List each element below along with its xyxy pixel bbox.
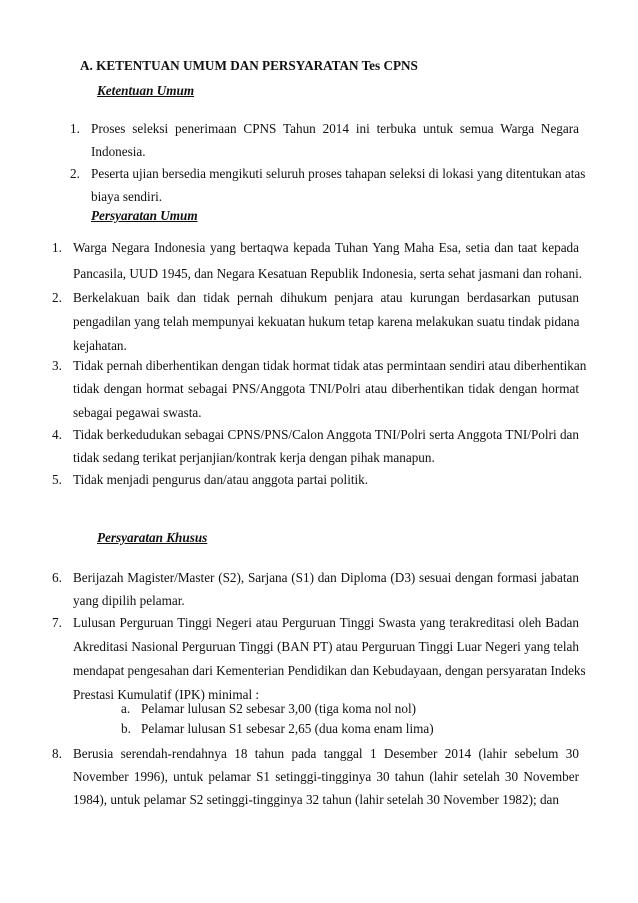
persyaratan-line: Berkelakuan baik dan tidak pernah dihukum penjara atau kurungan berdasarkan putusan	[73, 290, 579, 305]
persyaratan-line: tidak dengan hormat sebagai PNS/Anggota TNI/Polri atau diberhentikan tidak dengan hormat	[73, 381, 579, 396]
persyaratan-number: 3.	[52, 358, 62, 373]
ketentuan-line: biaya sendiri.	[91, 189, 163, 204]
persyaratan-line: yang dipilih pelamar.	[73, 593, 185, 608]
persyaratan-line: Warga Negara Indonesia yang bertaqwa kepada Tuhan Yang Maha Esa, setia dan taat kepada	[73, 240, 579, 255]
persyaratan-line: Tidak berkedudukan sebagai CPNS/PNS/Calon Anggota TNI/Polri serta Anggota TNI/Polri dan	[73, 427, 579, 442]
subheading-ketentuan-umum: Ketentuan Umum	[97, 83, 195, 98]
persyaratan-line: November 1996), untuk pelamar S1 setinggi-tingginya 30 tahun (lahir setelah 30 November	[73, 769, 579, 784]
ipk-letter: a.	[121, 701, 131, 716]
persyaratan-line: Prestasi Kumulatif (IPK) minimal :	[73, 687, 260, 702]
ketentuan-number: 2.	[70, 166, 80, 181]
ketentuan-number: 1.	[70, 121, 80, 136]
persyaratan-number: 6.	[52, 570, 62, 585]
persyaratan-line: Tidak pernah diberhentikan dengan tidak hormat tidak atas permintaan sendiri atau diberhentikan	[73, 358, 587, 373]
ketentuan-line: Proses seleksi penerimaan CPNS Tahun 2014 ini terbuka untuk semua Warga Negara	[91, 121, 579, 136]
persyaratan-number: 8.	[52, 746, 62, 761]
persyaratan-line: mendapat pengesahan dari Kementerian Pendidikan dan Kebudayaan, dengan persyaratan Indeks	[73, 663, 586, 678]
persyaratan-line: Pancasila, UUD 1945, dan Negara Kesatuan Republik Indonesia, serta sehat jasmani dan rohani.	[73, 266, 583, 281]
subheading-persyaratan-khusus: Persyaratan Khusus	[97, 530, 208, 545]
persyaratan-line: Lulusan Perguruan Tinggi Negeri atau Perguruan Tinggi Swasta yang terakreditasi oleh Badan	[73, 615, 579, 630]
subheading-persyaratan-umum: Persyaratan Umum	[91, 208, 198, 223]
ketentuan-line: Indonesia.	[91, 144, 146, 159]
persyaratan-number: 5.	[52, 472, 62, 487]
section-title: A. KETENTUAN UMUM DAN PERSYARATAN Tes CPNS	[80, 58, 418, 73]
persyaratan-line: Berijazah Magister/Master (S2), Sarjana (S1) dan Diploma (D3) sesuai dengan formasi jabatan	[73, 570, 579, 585]
ipk-letter: b.	[121, 721, 131, 736]
persyaratan-line: tidak sedang terikat perjanjian/kontrak kerja dengan pihak manapun.	[73, 450, 435, 465]
persyaratan-number: 1.	[52, 240, 62, 255]
ipk-item: Pelamar lulusan S2 sebesar 3,00 (tiga koma nol nol)	[141, 701, 417, 716]
persyaratan-line: Akreditasi Nasional Perguruan Tinggi (BAN PT) atau Perguruan Tinggi Luar Negeri yang telah	[73, 639, 579, 654]
persyaratan-line: 1984), untuk pelamar S2 setinggi-tingginya 32 tahun (lahir setelah 30 November 1982); dan	[73, 792, 559, 807]
persyaratan-line: pengadilan yang telah mempunyai kekuatan hukum tetap karena melakukan suatu tindak pidana	[73, 314, 580, 329]
persyaratan-line: Berusia serendah-rendahnya 18 tahun pada tanggal 1 Desember 2014 (lahir sebelum 30	[73, 746, 579, 761]
persyaratan-number: 4.	[52, 427, 62, 442]
persyaratan-line: Tidak menjadi pengurus dan/atau anggota partai politik.	[73, 472, 369, 487]
persyaratan-number: 2.	[52, 290, 62, 305]
persyaratan-line: kejahatan.	[73, 338, 127, 353]
ketentuan-line: Peserta ujian bersedia mengikuti seluruh proses tahapan seleksi di lokasi yang ditentukan atas	[91, 166, 586, 181]
ipk-item: Pelamar lulusan S1 sebesar 2,65 (dua koma enam lima)	[141, 721, 434, 736]
persyaratan-number: 7.	[52, 615, 62, 630]
persyaratan-line: sebagai pegawai swasta.	[73, 405, 202, 420]
